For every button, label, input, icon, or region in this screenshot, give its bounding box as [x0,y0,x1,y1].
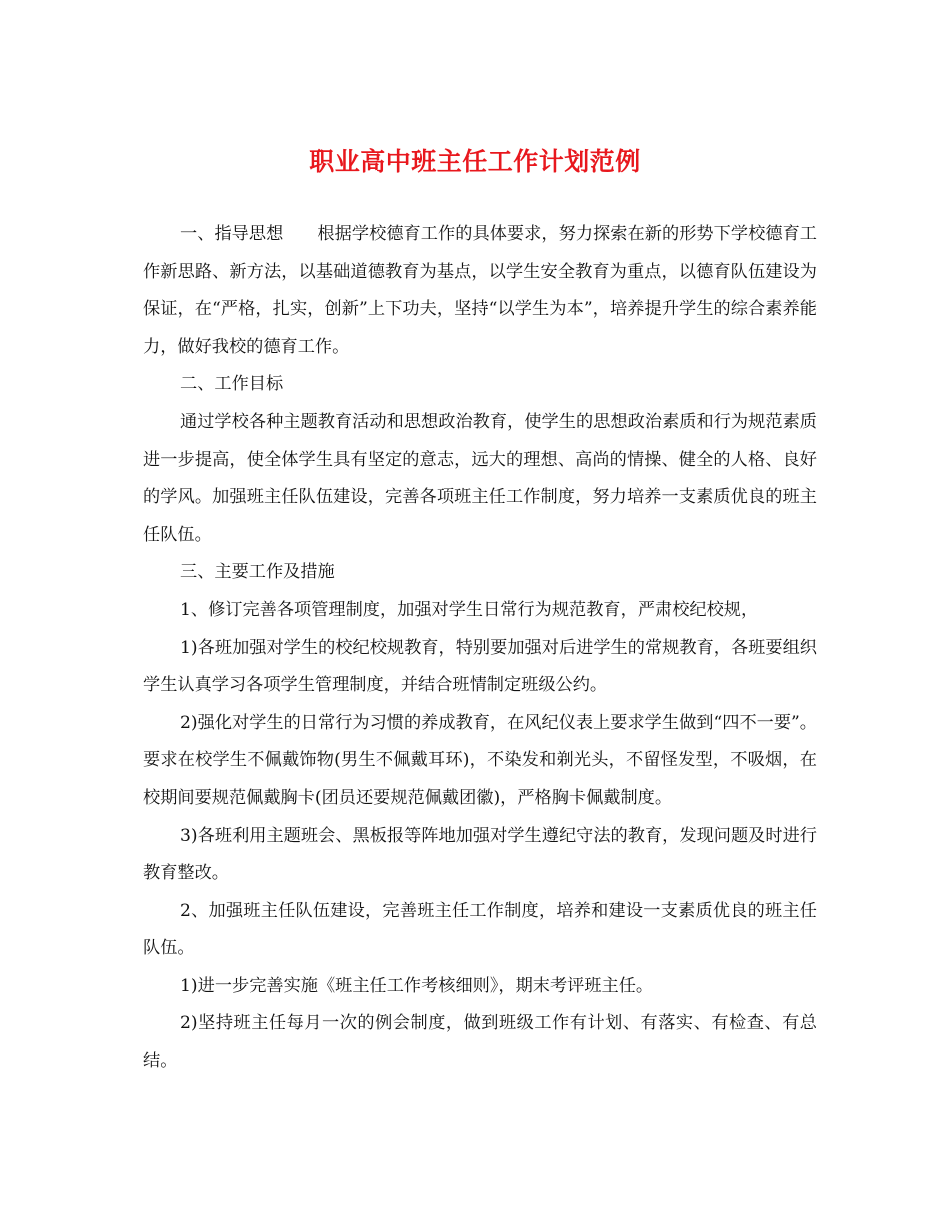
list-item-1: 1、修订完善各项管理制度，加强对学生日常行为规范教育，严肃校纪校规， [180,599,759,620]
document-body [143,216,817,1081]
list-item-2: 2、加强班主任队伍建设，完善班主任工作制度，培养和建设一支素质优良的班主任队伍。 [143,900,817,959]
section-heading-2: 二、工作目标 [180,374,284,395]
list-item-1-3: 3)各班利用主题班会、黑板报等阵地加强对学生遵纪守法的教育，发现问题及时进行教育整改。 [143,825,817,884]
list-item-1-1: 1)各班加强对学生的校纪校规教育，特别要加强对后进学生的常规教育，各班要组织学生认真学习各项学生管理制度，并结合班情制定班级公约。 [143,637,817,696]
list-item-2-2: 2)坚持班主任每月一次的例会制度，做到班级工作有计划、有落实、有检查、有总结。 [143,1013,817,1072]
section-heading-1: 一、指导思想 [180,224,284,244]
paragraph-guiding-ideology [143,216,817,366]
list-item-2-1: 1)进一步完善实施《班主任工作考核细则》，期末考评班主任。 [180,975,654,996]
list-item-1-2: 2)强化对学生的日常行为习惯的养成教育，在风纪仪表上要求学生做到“四不一要”。要求在校学生不佩戴饰物(男生不佩戴耳环)，不染发和剃光头，不留怪发型，不吸烟，在校期间要规范佩戴胸卡(团员还要规范佩戴团徽)，严格胸卡佩戴制度。 [143,712,817,808]
document-title: 职业高中班主任工作计划范例 [309,147,641,176]
section-body-2: 通过学校各种主题教育活动和思想政治教育，使学生的思想政治素质和行为规范素质进一步提高，使全体学生具有坚定的意志，远大的理想、高尚的情操、健全的人格、良好的学风。加强班主任队伍建设，完善各项班主任工作制度，努力培养一支素质优良的班主任队伍。 [143,411,817,545]
section-body-1: 根据学校德育工作的具体要求，努力探索在新的形势下学校德育工作新思路、新方法，以基础道德教育为基点，以学生安全教育为重点，以德育队伍建设为保证，在“严格，扎实，创新”上下功夫，坚持“以学生为本”，培养提升学生的综合素养能力，做好我校的德育工作。 [143,224,817,357]
section-heading-3: 三、主要工作及措施 [180,562,335,583]
